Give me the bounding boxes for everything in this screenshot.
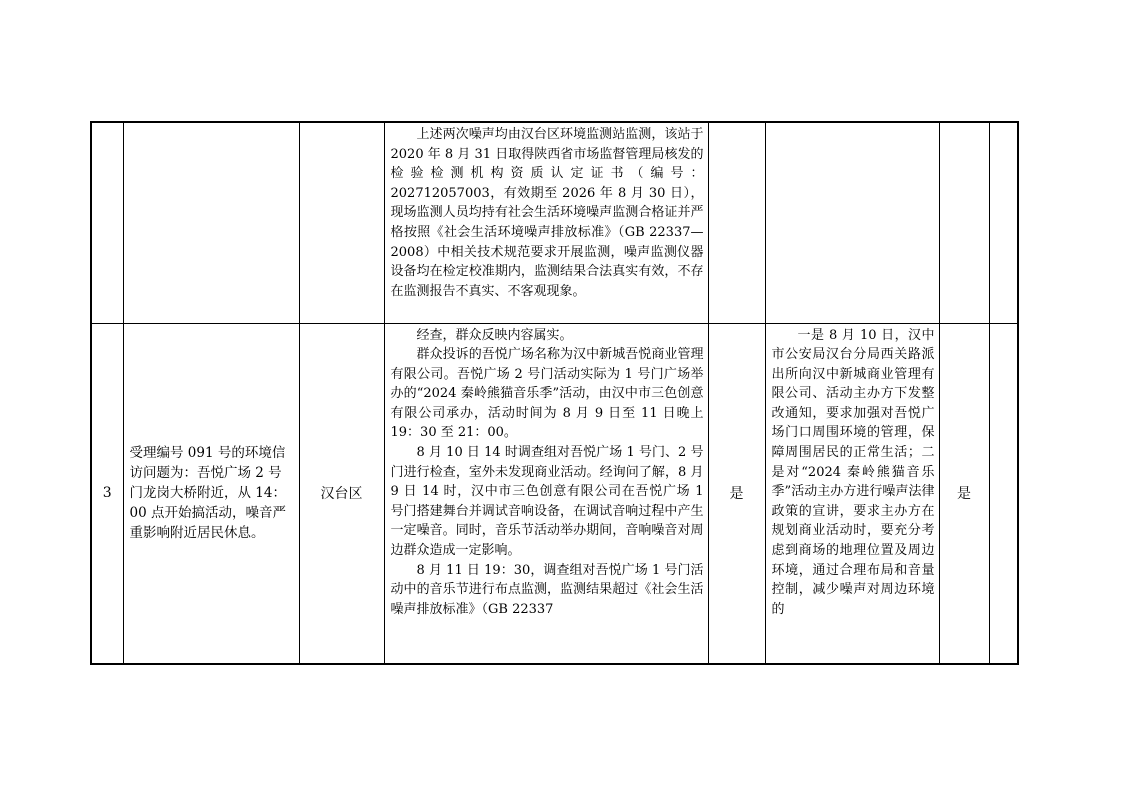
verify-paragraph: 经查，群众反映内容属实。 <box>416 327 573 343</box>
table-row <box>91 122 1018 323</box>
district-cell <box>299 122 384 323</box>
seq-cell: 3 <box>91 323 123 664</box>
verify-paragraph: 8 月 10 日 14 时调查组对吾悦广场 1 号门、2 号门进行检查，室外未发现商业活动。经询问了解，8 月 9 日 14 时，汉中市三色创意有限公司在吾悦广场 1 号门搭建舞台并调试音响设备，在调试音响过程中产生一定噪音。同时，音乐节活动举办期间，音响噪音对周边群众造成一定影响。 <box>390 445 704 559</box>
rectify-paragraph: 一是 8 月 10 日，汉中市公安局汉台分局西关路派出所向汉中新城商业管理有限公司、活动主办方下发整改通知，要求加强对吾悦广场门口周围环境的管理，保障周围居民的正常生活；二是对“2024 秦岭熊猫音乐季”活动主办方进行噪声法律政策的宣讲，要求主办方在规划商业活动时，要充分考虑到商场的地理位置及周边环境，通过合理布局和音量控制，减少噪声对周边环境的 <box>771 327 935 617</box>
district-cell: 汉台区 <box>299 323 384 664</box>
is-done-cell: 是 <box>939 323 989 664</box>
complaint-table <box>90 121 1019 665</box>
is-done-cell <box>939 122 989 323</box>
note-cell <box>989 122 1018 323</box>
note-cell <box>989 323 1018 664</box>
issue-cell: 受理编号 091 号的环境信访问题为：吾悦广场 2 号门龙岗大桥附近，从 14：00 点开始搞活动，噪音严重影响附近居民休息。 <box>123 323 299 664</box>
is-true-cell: 是 <box>708 323 765 664</box>
seq-cell <box>91 122 123 323</box>
rectify-cell <box>765 122 939 323</box>
rectify-cell <box>765 323 939 664</box>
verify-paragraph: 群众投诉的吾悦广场名称为汉中新城吾悦商业管理有限公司。吾悦广场 2 号门活动实际为 1 号门广场举办的“2024 秦岭熊猫音乐季”活动，由汉中市三色创意有限公司承办，活动时间为 8 月 9 日至 11 日晚上 19：30 至 21：00。 <box>390 347 704 441</box>
verify-cell <box>384 323 708 664</box>
is-true-cell <box>708 122 765 323</box>
verify-cell <box>384 122 708 323</box>
verify-paragraph: 8 月 11 日 19：30，调查组对吾悦广场 1 号门活动中的音乐节进行布点监测，监测结果超过《社会生活噪声排放标准》（GB 22337 <box>390 562 704 617</box>
issue-cell <box>123 122 299 323</box>
verify-paragraph: 上述两次噪声均由汉台区环境监测站监测，该站于 2020 年 8 月 31 日取得陕西省市场监督管理局核发的检验检测机构资质认定证书（编号：202712057003，有效期至 2026 年 8 月 30 日），现场监测人员均持有社会生活环境噪声监测合格证并严格按照《社会生活环境噪声排放标准》（GB 22337—2008）中相关技术规范要求开展监测，噪声监测仪器设备均在检定校准期内，监测结果合法真实有效，不存在监测报告不真实、不客观现象。 <box>390 127 704 299</box>
table-row <box>91 323 1018 664</box>
